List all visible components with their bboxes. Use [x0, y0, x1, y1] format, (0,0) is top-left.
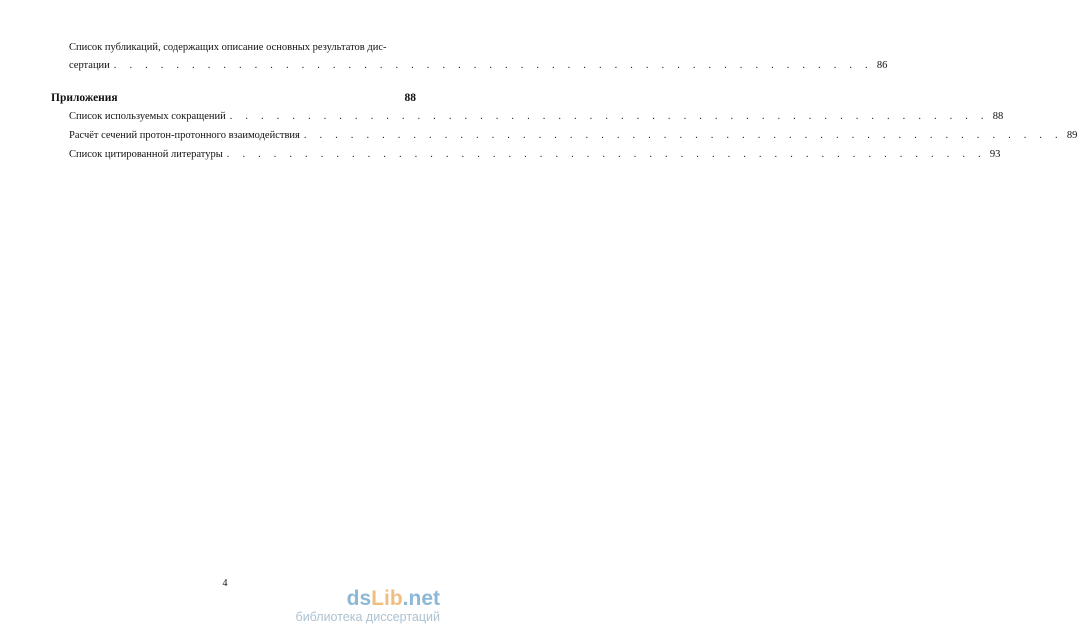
- toc-entry-label: сертации: [69, 60, 110, 71]
- logo-prefix: ds: [346, 587, 372, 610]
- toc-entry-bibliography[interactable]: [69, 148, 1001, 162]
- logo-accent: Lib: [371, 587, 403, 610]
- dot-leader: . . . . . . . . . . . . . . . . . . . . . . . . . . . . . . . . . . . . . . . . . . . . . . . . .: [226, 149, 986, 160]
- toc-publications-entry[interactable]: [69, 59, 888, 73]
- section-title: Приложения: [51, 92, 118, 104]
- toc-publications-line1: Список публикаций, содержащих описание основных результатов дис-: [69, 42, 387, 53]
- dot-leader: . . . . . . . . . . . . . . . . . . . . . . . . . . . . . . . . . . . . . . . . . . . . . . . . .: [113, 60, 873, 71]
- toc-entry-page: 89: [1066, 130, 1077, 141]
- section-page: 88: [404, 92, 416, 104]
- page-number: 4: [222, 578, 228, 589]
- toc-entry-abbreviations[interactable]: [69, 110, 1004, 124]
- dot-leader: . . . . . . . . . . . . . . . . . . . . . . . . . . . . . . . . . . . . . . . . . . . . . . . . .: [303, 130, 1063, 141]
- watermark: [240, 588, 440, 625]
- toc-entry-page: 86: [876, 60, 888, 71]
- dot-leader: . . . . . . . . . . . . . . . . . . . . . . . . . . . . . . . . . . . . . . . . . . . . . . . . .: [229, 111, 989, 122]
- toc-entry-page: 88: [992, 111, 1004, 122]
- toc-entry-cross-sections[interactable]: [69, 129, 1077, 143]
- toc-entry-label: Расчёт сечений протон-протонного взаимодействия: [69, 130, 300, 141]
- watermark-logo: [240, 588, 440, 610]
- toc-entry-label: Список цитированной литературы: [69, 149, 223, 160]
- toc-entry-page: 93: [989, 149, 1001, 160]
- toc-entry-label: Список используемых сокращений: [69, 111, 226, 122]
- logo-suffix: .net: [402, 587, 440, 610]
- toc-section-appendices[interactable]: [51, 91, 416, 105]
- watermark-subtitle: библиотека диссертаций: [295, 610, 440, 624]
